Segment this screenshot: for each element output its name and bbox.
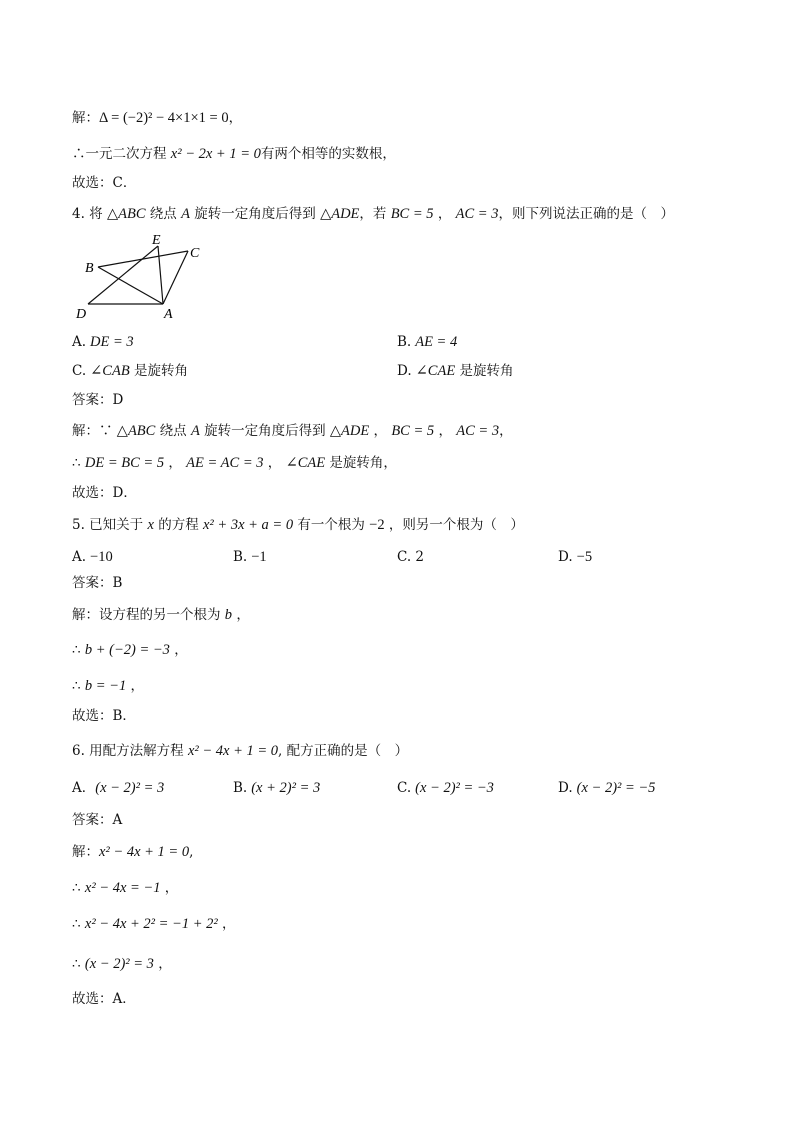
- q4-answer: 答案：D: [72, 392, 124, 408]
- q4-option-a[interactable]: A. DE = 3: [72, 334, 134, 350]
- q6-solution-line-5: 故选：A．: [72, 991, 136, 1007]
- answer-choice-c: 故选：C．: [72, 175, 137, 191]
- q5-solution-line-2: ∴ b + (−2) = −3 ，: [72, 642, 188, 658]
- q4-solution-line-3: 故选：D．: [72, 485, 137, 501]
- q6-answer: 答案：A: [72, 812, 123, 828]
- solution-line-equal-roots: ∴一元二次方程 x² − 2x + 1 = 0有两个相等的实数根，: [72, 146, 396, 162]
- label-b: B: [85, 261, 94, 276]
- q6-option-b[interactable]: B. (x + 2)² = 3: [233, 780, 321, 796]
- solution-line-discriminant: 解：Δ = (−2)² − 4×1×1 = 0，: [72, 110, 243, 126]
- q5-solution-line-3: ∴ b = −1 ，: [72, 678, 145, 694]
- q6-option-d[interactable]: D. (x − 2)² = −5: [558, 780, 656, 796]
- q6-option-c[interactable]: C. (x − 2)² = −3: [397, 780, 494, 796]
- segment-ea: [158, 246, 163, 304]
- q5-option-d[interactable]: D. −5: [558, 549, 593, 565]
- segment-ca: [163, 251, 188, 304]
- question-6-text: 6. 用配方法解方程 x² − 4x + 1 = 0, 配方正确的是（ ）: [72, 743, 409, 759]
- label-e: E: [152, 233, 161, 248]
- q5-option-b[interactable]: B. −1: [233, 549, 267, 565]
- q4-option-b[interactable]: B. AE = 4: [397, 334, 458, 350]
- q4-solution-line-2: ∴ DE = BC = 5 ， AE = AC = 3 ， ∠CAE 是旋转角，: [72, 455, 397, 471]
- q5-answer: 答案：B: [72, 575, 123, 591]
- q6-solution-line-4: ∴ (x − 2)² = 3 ，: [72, 956, 172, 972]
- label-a: A: [164, 307, 173, 322]
- q6-solution-line-3: ∴ x² − 4x + 2² = −1 + 2² ，: [72, 916, 236, 932]
- label-c: C: [190, 246, 200, 261]
- rotation-figure: [70, 230, 210, 322]
- q5-solution-line-4: 故选：B．: [72, 708, 136, 724]
- question-4-text: 4. 将 △ABC 绕点 A 旋转一定角度后得到 △ADE，若 BC = 5 ， AC = 3，则下列说法正确的是（ ）: [72, 206, 674, 222]
- q4-solution-line-1: 解：∵ △ABC 绕点 A 旋转一定角度后得到 △ADE ， BC = 5 ， AC = 3，: [72, 423, 513, 439]
- q6-solution-line-2: ∴ x² − 4x = −1 ，: [72, 880, 179, 896]
- label-d: D: [76, 307, 87, 322]
- segment-ba: [98, 267, 163, 304]
- q5-solution-line-1: 解：设方程的另一个根为 b ，: [72, 607, 250, 623]
- q5-option-c[interactable]: C. 2: [397, 549, 425, 565]
- q4-option-d[interactable]: D. ∠CAE 是旋转角: [397, 363, 514, 379]
- q6-option-a[interactable]: A．(x − 2)² = 3: [72, 780, 165, 796]
- q5-option-a[interactable]: A. −10: [72, 549, 113, 565]
- question-5-text: 5. 已知关于 x 的方程 x² + 3x + a = 0 有一个根为 −2 ，则另一个根为（ ）: [72, 517, 524, 533]
- q6-solution-line-1: 解：x² − 4x + 1 = 0,: [72, 844, 194, 860]
- q4-option-c[interactable]: C. ∠CAB 是旋转角: [72, 363, 188, 379]
